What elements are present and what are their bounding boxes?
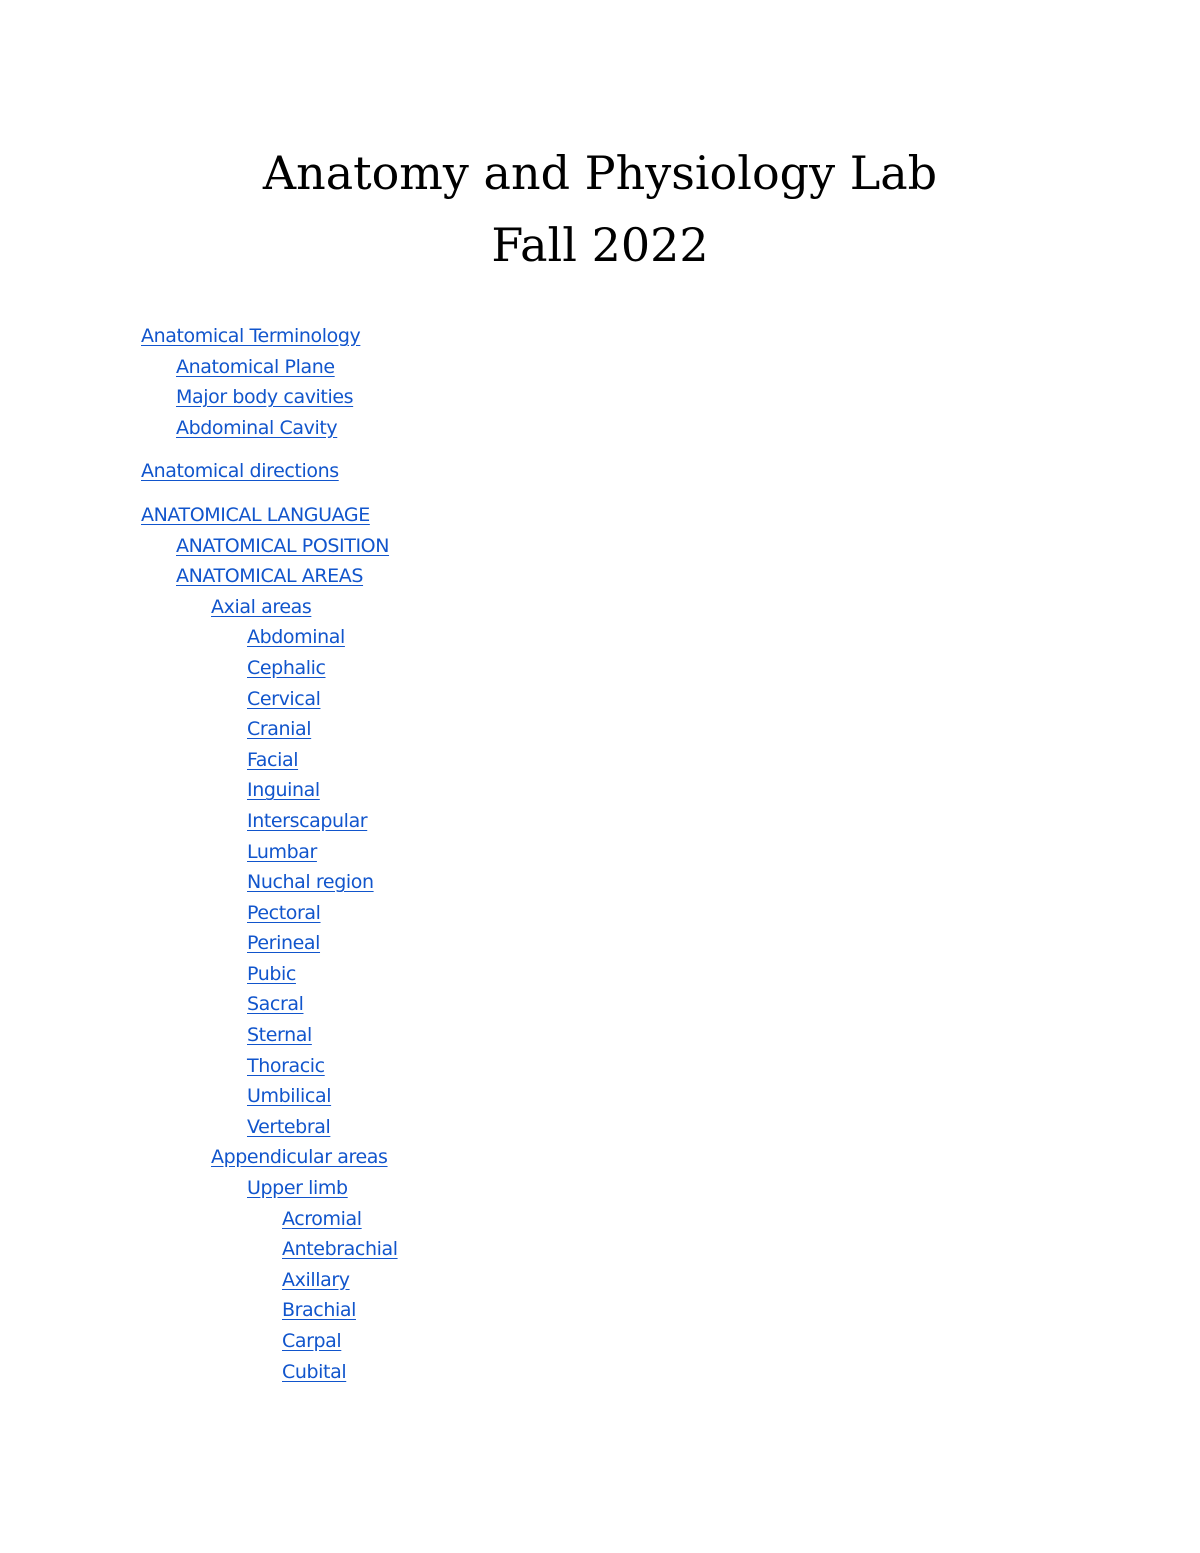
toc-link[interactable]: ANATOMICAL LANGUAGE	[141, 503, 370, 526]
toc-link[interactable]: Thoracic	[247, 1054, 325, 1077]
toc-link[interactable]: Axial areas	[211, 595, 312, 618]
toc-link[interactable]: Perineal	[247, 932, 321, 955]
toc-link[interactable]: Umbilical	[247, 1085, 332, 1108]
toc-link[interactable]: Facial	[247, 748, 299, 771]
toc-link[interactable]: Anatomical Terminology	[141, 325, 361, 347]
toc-link[interactable]: Lumbar	[247, 840, 317, 863]
toc-link[interactable]: Pectoral	[247, 901, 321, 924]
toc-link[interactable]: Pubic	[247, 962, 296, 985]
toc-link[interactable]: Nuchal region	[247, 871, 374, 894]
toc-link[interactable]: Sacral	[247, 993, 304, 1016]
table-of-contents	[141, 323, 1041, 1389]
toc-link[interactable]: Inguinal	[247, 779, 320, 802]
toc-link[interactable]: Carpal	[282, 1330, 342, 1352]
toc-link[interactable]: Anatomical Plane	[176, 355, 335, 378]
page-title: Anatomy and Physiology Lab	[262, 146, 938, 200]
toc-link[interactable]: Sternal	[247, 1024, 312, 1047]
toc-link[interactable]: ANATOMICAL AREAS	[176, 565, 364, 588]
toc-link[interactable]: Abdominal	[247, 626, 345, 649]
toc-link[interactable]: Vertebral	[247, 1115, 331, 1138]
toc-link[interactable]: Upper limb	[247, 1177, 348, 1200]
toc-link[interactable]: Axillary	[282, 1268, 350, 1291]
toc-link[interactable]: Cephalic	[247, 656, 326, 679]
toc-link[interactable]: Anatomical directions	[141, 460, 339, 483]
toc-link[interactable]: Interscapular	[247, 809, 368, 832]
toc-link[interactable]: Major body cavities	[176, 386, 354, 409]
page-subtitle: Fall 2022	[491, 218, 709, 272]
toc-link[interactable]: Abdominal Cavity	[176, 416, 338, 439]
toc-link[interactable]: Acromial	[282, 1207, 362, 1230]
toc-link[interactable]: Cranial	[247, 718, 312, 741]
toc-link[interactable]: Appendicular areas	[211, 1146, 388, 1169]
toc-link[interactable]: Brachial	[282, 1299, 356, 1322]
toc-link[interactable]: Antebrachial	[282, 1238, 398, 1261]
toc-link[interactable]: ANATOMICAL POSITION	[176, 534, 390, 557]
toc-link[interactable]: Cubital	[282, 1360, 347, 1383]
toc-link[interactable]: Cervical	[247, 687, 321, 710]
